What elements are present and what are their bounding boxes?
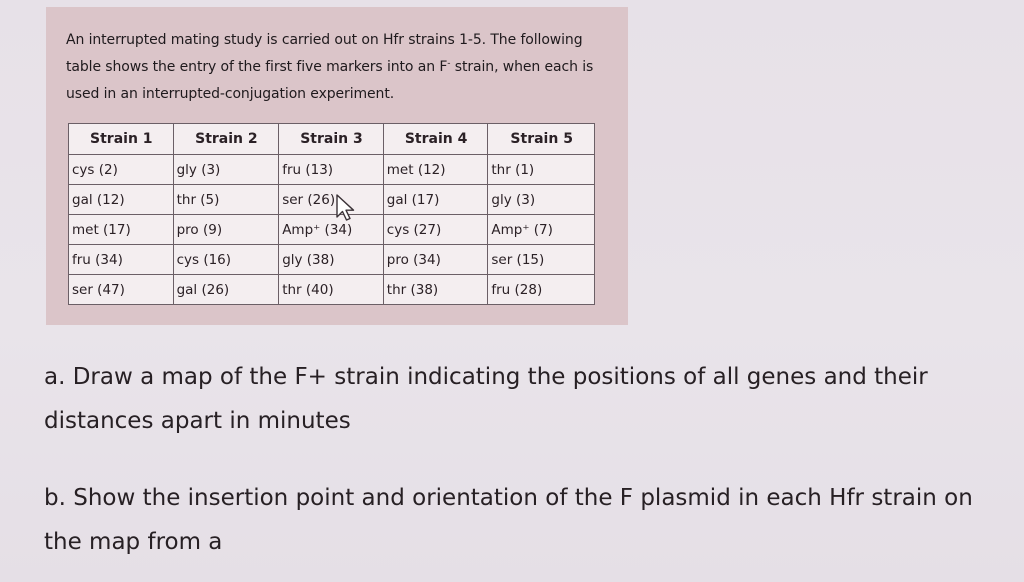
table-cell: ser (26) <box>279 185 384 215</box>
table-cell: fru (34) <box>69 245 174 275</box>
intro-text-main: An interrupted mating study is carried out on Hfr strains 1-5. The following table shows the entry of the first five markers into an F <box>66 32 583 75</box>
table-row <box>69 245 595 275</box>
table-cell: pro (34) <box>383 245 488 275</box>
table-row <box>69 215 595 245</box>
table-cell: gly (3) <box>488 185 595 215</box>
table-row <box>69 185 595 215</box>
table-cell: met (17) <box>69 215 174 245</box>
column-header: Strain 3 <box>279 124 384 155</box>
table-cell: pro (9) <box>173 215 279 245</box>
table-cell: gal (17) <box>383 185 488 215</box>
question-b: b. Show the insertion point and orientation of the F plasmid in each Hfr strain on the map from a <box>44 485 973 555</box>
table-cell: gal (12) <box>69 185 174 215</box>
table-cell: ser (47) <box>69 275 174 305</box>
table-cell: gal (26) <box>173 275 279 305</box>
table-cell: cys (27) <box>383 215 488 245</box>
table-cell: thr (5) <box>173 185 279 215</box>
question-a: a. Draw a map of the F+ strain indicating the positions of all genes and their distances apart in minutes <box>44 364 928 434</box>
table-cell: gly (38) <box>279 245 384 275</box>
problem-intro <box>66 27 611 108</box>
problem-panel <box>46 7 628 325</box>
table-cell: Amp⁺ (34) <box>279 215 384 245</box>
table-header-row <box>69 124 595 155</box>
column-header: Strain 4 <box>383 124 488 155</box>
table-cell: Amp⁺ (7) <box>488 215 595 245</box>
table-cell: thr (38) <box>383 275 488 305</box>
table-row <box>69 155 595 185</box>
table-cell: cys (16) <box>173 245 279 275</box>
table-cell: ser (15) <box>488 245 595 275</box>
table-cell: thr (1) <box>488 155 595 185</box>
column-header: Strain 1 <box>69 124 174 155</box>
table-row <box>69 275 595 305</box>
table-cell: cys (2) <box>69 155 174 185</box>
table-cell: fru (13) <box>279 155 384 185</box>
hfr-strain-table <box>68 123 595 305</box>
table-cell: gly (3) <box>173 155 279 185</box>
table-cell: met (12) <box>383 155 488 185</box>
table-cell: thr (40) <box>279 275 384 305</box>
mouse-pointer-icon <box>335 193 357 223</box>
column-header: Strain 2 <box>173 124 279 155</box>
column-header: Strain 5 <box>488 124 595 155</box>
table-cell: fru (28) <box>488 275 595 305</box>
intro-text-end: strain, when each is used in an interrupted-conjugation experiment. <box>66 59 594 102</box>
f-minus-superscript: - <box>447 58 451 69</box>
